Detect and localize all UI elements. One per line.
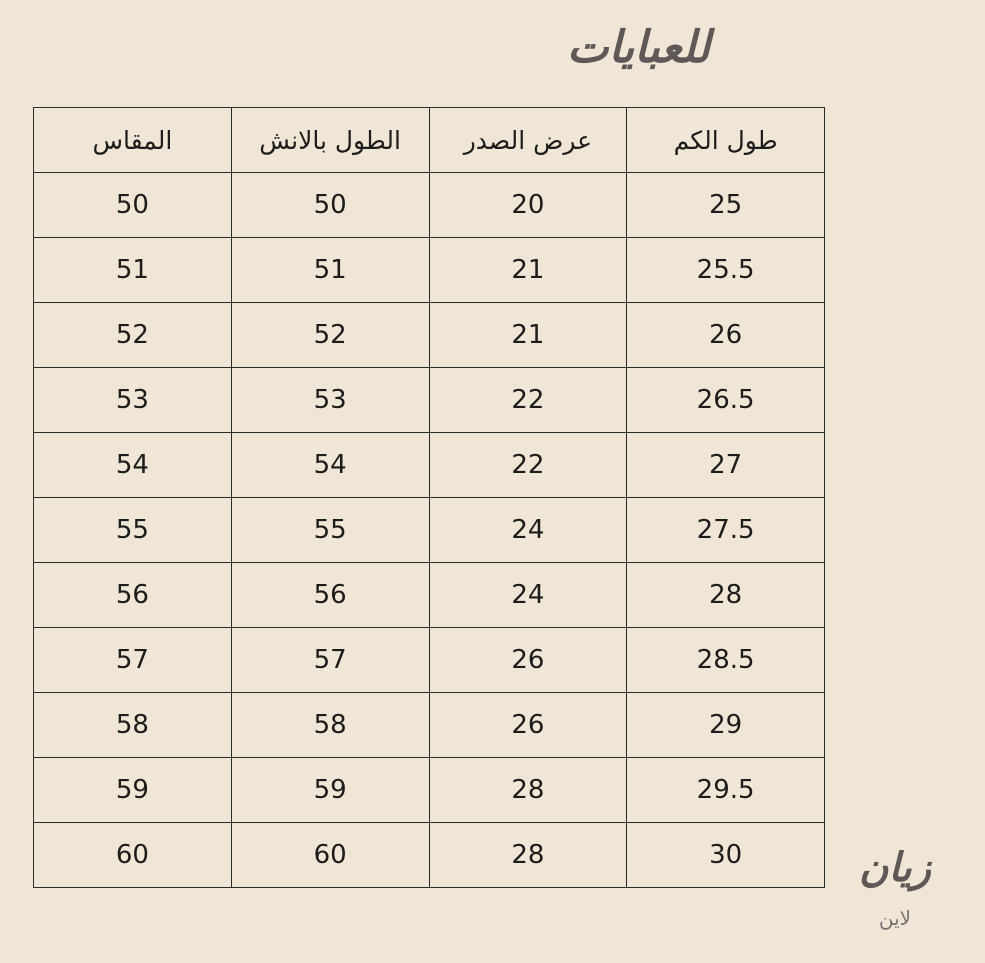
cell-sleeve-length: 28.5 bbox=[627, 628, 825, 693]
cell-sleeve-length: 29 bbox=[627, 693, 825, 758]
cell-chest-width: 26 bbox=[429, 693, 627, 758]
cell-sleeve-length: 30 bbox=[627, 823, 825, 888]
cell-length-inch: 56 bbox=[231, 563, 429, 628]
cell-chest-width: 21 bbox=[429, 303, 627, 368]
table-row bbox=[34, 368, 825, 433]
size-chart-table bbox=[33, 107, 825, 888]
cell-size: 57 bbox=[34, 628, 232, 693]
brand-name: زيان bbox=[858, 845, 931, 891]
header-chest-width: عرض الصدر bbox=[429, 108, 627, 173]
table-row bbox=[34, 433, 825, 498]
table-row bbox=[34, 498, 825, 563]
table-row bbox=[34, 563, 825, 628]
page-title: للعبايات bbox=[567, 22, 710, 73]
cell-size: 56 bbox=[34, 563, 232, 628]
brand-logo bbox=[840, 840, 950, 930]
cell-length-inch: 53 bbox=[231, 368, 429, 433]
cell-length-inch: 54 bbox=[231, 433, 429, 498]
cell-size: 55 bbox=[34, 498, 232, 563]
table-header-row bbox=[34, 108, 825, 173]
cell-size: 52 bbox=[34, 303, 232, 368]
brand-tagline: لاين bbox=[878, 906, 912, 930]
cell-length-inch: 59 bbox=[231, 758, 429, 823]
cell-chest-width: 28 bbox=[429, 758, 627, 823]
header-length-inch: الطول بالانش bbox=[231, 108, 429, 173]
cell-sleeve-length: 27.5 bbox=[627, 498, 825, 563]
cell-sleeve-length: 28 bbox=[627, 563, 825, 628]
cell-length-inch: 58 bbox=[231, 693, 429, 758]
table-row bbox=[34, 758, 825, 823]
header-size: المقاس bbox=[34, 108, 232, 173]
cell-chest-width: 21 bbox=[429, 238, 627, 303]
cell-length-inch: 52 bbox=[231, 303, 429, 368]
table-row bbox=[34, 238, 825, 303]
cell-chest-width: 24 bbox=[429, 498, 627, 563]
cell-length-inch: 60 bbox=[231, 823, 429, 888]
table-row bbox=[34, 303, 825, 368]
cell-chest-width: 28 bbox=[429, 823, 627, 888]
cell-size: 54 bbox=[34, 433, 232, 498]
cell-chest-width: 22 bbox=[429, 368, 627, 433]
cell-size: 51 bbox=[34, 238, 232, 303]
cell-length-inch: 50 bbox=[231, 173, 429, 238]
cell-size: 53 bbox=[34, 368, 232, 433]
table-row bbox=[34, 173, 825, 238]
cell-chest-width: 26 bbox=[429, 628, 627, 693]
cell-sleeve-length: 29.5 bbox=[627, 758, 825, 823]
cell-chest-width: 24 bbox=[429, 563, 627, 628]
cell-chest-width: 20 bbox=[429, 173, 627, 238]
cell-sleeve-length: 26 bbox=[627, 303, 825, 368]
table-row bbox=[34, 693, 825, 758]
cell-sleeve-length: 25.5 bbox=[627, 238, 825, 303]
cell-size: 59 bbox=[34, 758, 232, 823]
table-row bbox=[34, 628, 825, 693]
cell-sleeve-length: 25 bbox=[627, 173, 825, 238]
cell-size: 50 bbox=[34, 173, 232, 238]
header-sleeve-length: طول الكم bbox=[627, 108, 825, 173]
table-row bbox=[34, 823, 825, 888]
cell-chest-width: 22 bbox=[429, 433, 627, 498]
cell-size: 58 bbox=[34, 693, 232, 758]
cell-sleeve-length: 27 bbox=[627, 433, 825, 498]
cell-length-inch: 55 bbox=[231, 498, 429, 563]
cell-length-inch: 51 bbox=[231, 238, 429, 303]
cell-length-inch: 57 bbox=[231, 628, 429, 693]
cell-size: 60 bbox=[34, 823, 232, 888]
cell-sleeve-length: 26.5 bbox=[627, 368, 825, 433]
